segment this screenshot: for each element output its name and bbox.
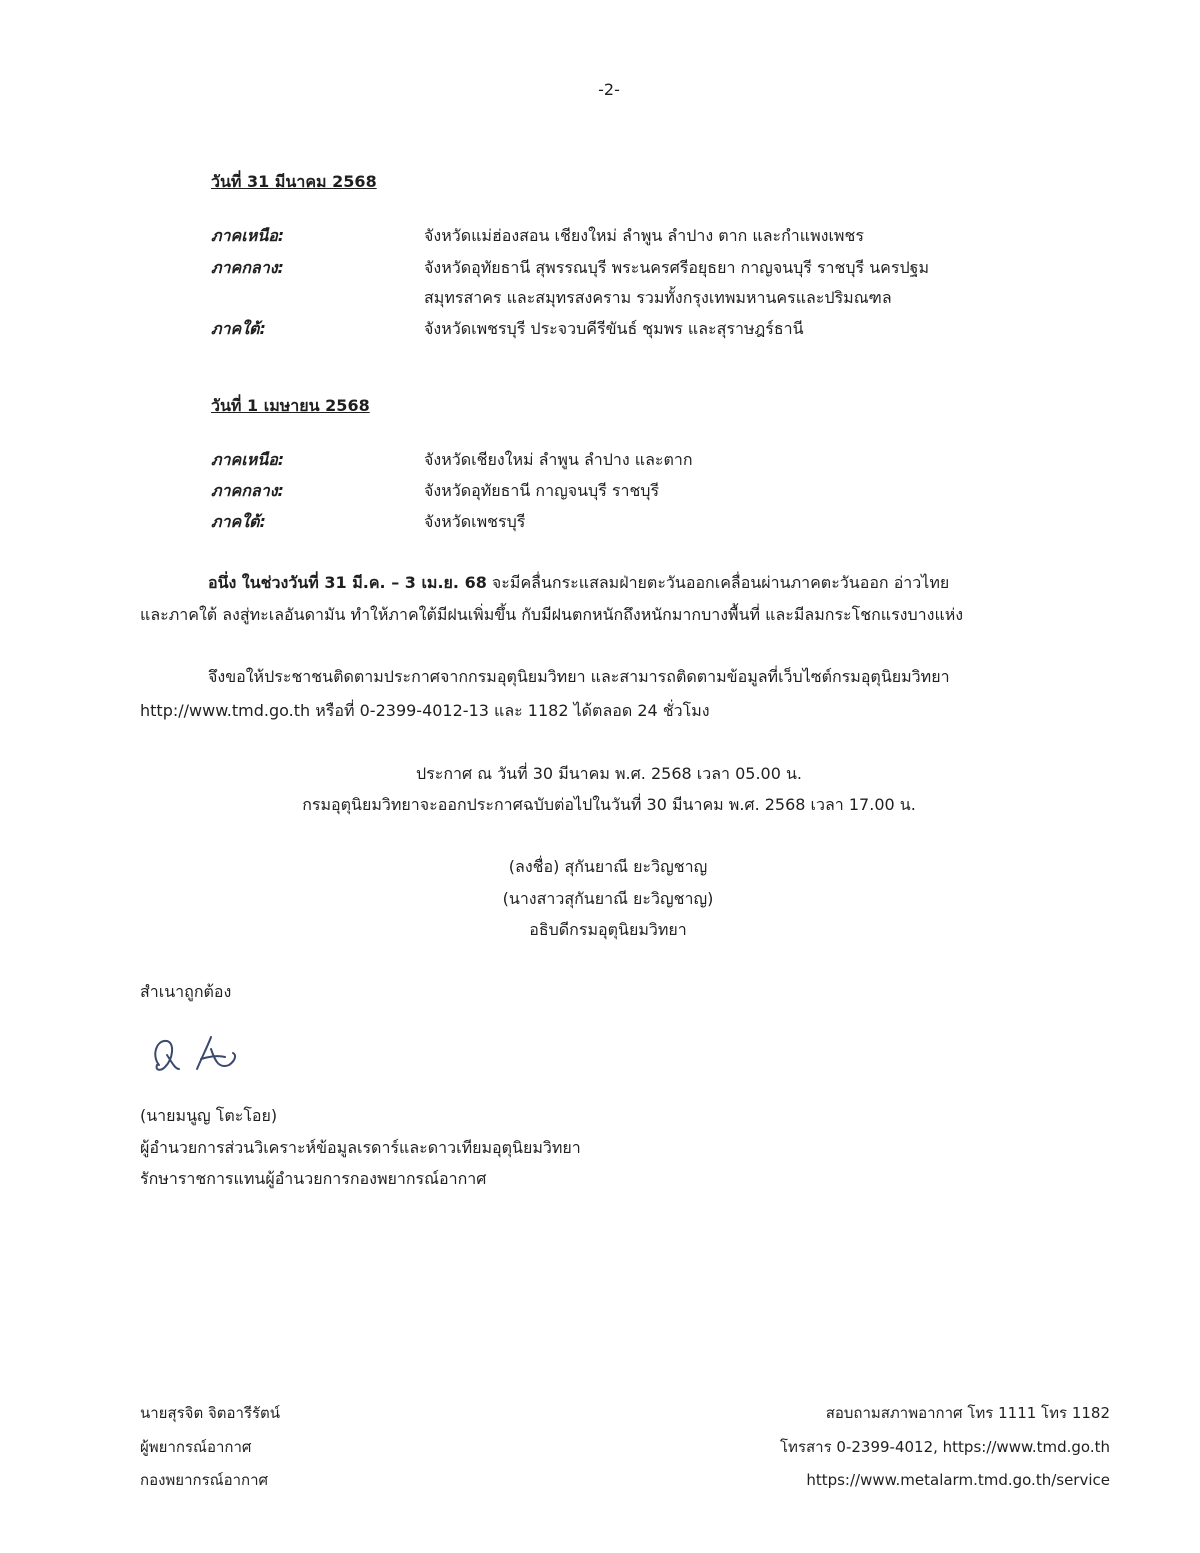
footer-contact-link[interactable]: https://www.metalarm.tmd.go.th/service — [806, 1471, 1110, 1489]
region-provinces: จังหวัดอุทัยธานี กาญจนบุรี ราชบุรี — [424, 481, 660, 500]
announcement-next: กรมอุตุนิยมวิทยาจะออกประกาศฉบับต่อไปในวันที่ 30 มีนาคม พ.ศ. 2568 เวลา 17.00 น. — [302, 795, 916, 814]
region-provinces: จังหวัดอุทัยธานี สุพรรณบุรี พระนครศรีอยุธยา กาญจนบุรี ราชบุรี นครปฐม — [424, 258, 929, 277]
signatory-signed: (ลงชื่อ) สุกันยาณี ยะวิญชาญ — [508, 857, 708, 876]
footer-forecaster-role: ผู้พยากรณ์อากาศ — [140, 1438, 252, 1456]
paragraph-line: และภาคใต้ ลงสู่ทะเลอันดามัน ทำให้ภาคใต้มีฝนเพิ่มขึ้น กับมีฝนตกหนักถึงหนักมากบางพื้นที่ และมีลมกระโชกแรงบางแห่ง — [140, 605, 964, 624]
footer-contact-fax: โทรสาร 0-2399-4012, https://www.tmd.go.th — [780, 1438, 1110, 1456]
footer-contact-phone: สอบถามสภาพอากาศ โทร 1111 โทร 1182 — [825, 1404, 1110, 1422]
footer-forecaster-name: นายสุรจิต จิตอารีรัตน์ — [140, 1404, 281, 1422]
signatory-name: (นางสาวสุกันยาณี ยะวิญชาญ) — [502, 889, 714, 908]
section-date-heading: วันที่ 31 มีนาคม 2568 — [211, 172, 377, 191]
handwritten-signature — [145, 1025, 245, 1085]
region-provinces: จังหวัดเพชรบุรี — [424, 512, 526, 531]
region-label-south: ภาคใต้: — [211, 512, 266, 531]
region-provinces: สมุทรสาคร และสมุทรสงคราม รวมทั้งกรุงเทพมหานครและปริมณฑล — [424, 288, 892, 307]
certified-position: ผู้อำนวยการส่วนวิเคราะห์ข้อมูลเรดาร์และดาวเทียมอุตุนิยมวิทยา — [140, 1138, 581, 1157]
region-provinces: จังหวัดแม่ฮ่องสอน เชียงใหม่ ลำพูน ลำปาง ตาก และกำแพงเพชร — [424, 226, 864, 245]
certified-name: (นายมนูญ โตะโอย) — [140, 1106, 278, 1125]
region-label-north: ภาคเหนือ: — [211, 226, 285, 245]
paragraph-line: จึงขอให้ประชาชนติดตามประกาศจากกรมอุตุนิยมวิทยา และสามารถติดตามข้อมูลที่เว็บไซต์กรมอุตุนิยมวิทยา — [208, 667, 950, 686]
certified-position-acting: รักษาราชการแทนผู้อำนวยการกองพยากรณ์อากาศ — [140, 1169, 487, 1188]
region-label-north: ภาคเหนือ: — [211, 450, 285, 469]
paragraph-text: จะมีคลื่นกระแสลมฝ่ายตะวันออกเคลื่อนผ่านภาคตะวันออก อ่าวไทย — [486, 573, 950, 592]
paragraph-line: http://www.tmd.go.th หรือที่ 0-2399-4012-13 และ 1182 ได้ตลอด 24 ชั่วโมง — [140, 701, 710, 720]
paragraph-bold-lead: อนึ่ง ในช่วงวันที่ 31 มี.ค. – 3 เม.ย. 68 — [208, 573, 487, 592]
region-label-central: ภาคกลาง: — [211, 258, 284, 277]
signatory-title: อธิบดีกรมอุตุนิยมวิทยา — [529, 920, 687, 939]
region-label-central: ภาคกลาง: — [211, 481, 284, 500]
region-provinces: จังหวัดเชียงใหม่ ลำพูน ลำปาง และตาก — [424, 450, 693, 469]
region-label-south: ภาคใต้: — [211, 319, 266, 338]
paragraph-line — [208, 573, 949, 592]
certified-label: สำเนาถูกต้อง — [140, 982, 232, 1001]
section-date-heading: วันที่ 1 เมษายน 2568 — [211, 396, 370, 415]
footer-division: กองพยากรณ์อากาศ — [140, 1471, 269, 1489]
page-number: -2- — [598, 80, 620, 99]
announcement-issued: ประกาศ ณ วันที่ 30 มีนาคม พ.ศ. 2568 เวลา 05.00 น. — [416, 764, 802, 783]
region-provinces: จังหวัดเพชรบุรี ประจวบคีรีขันธ์ ชุมพร และสุราษฎร์ธานี — [424, 319, 804, 338]
